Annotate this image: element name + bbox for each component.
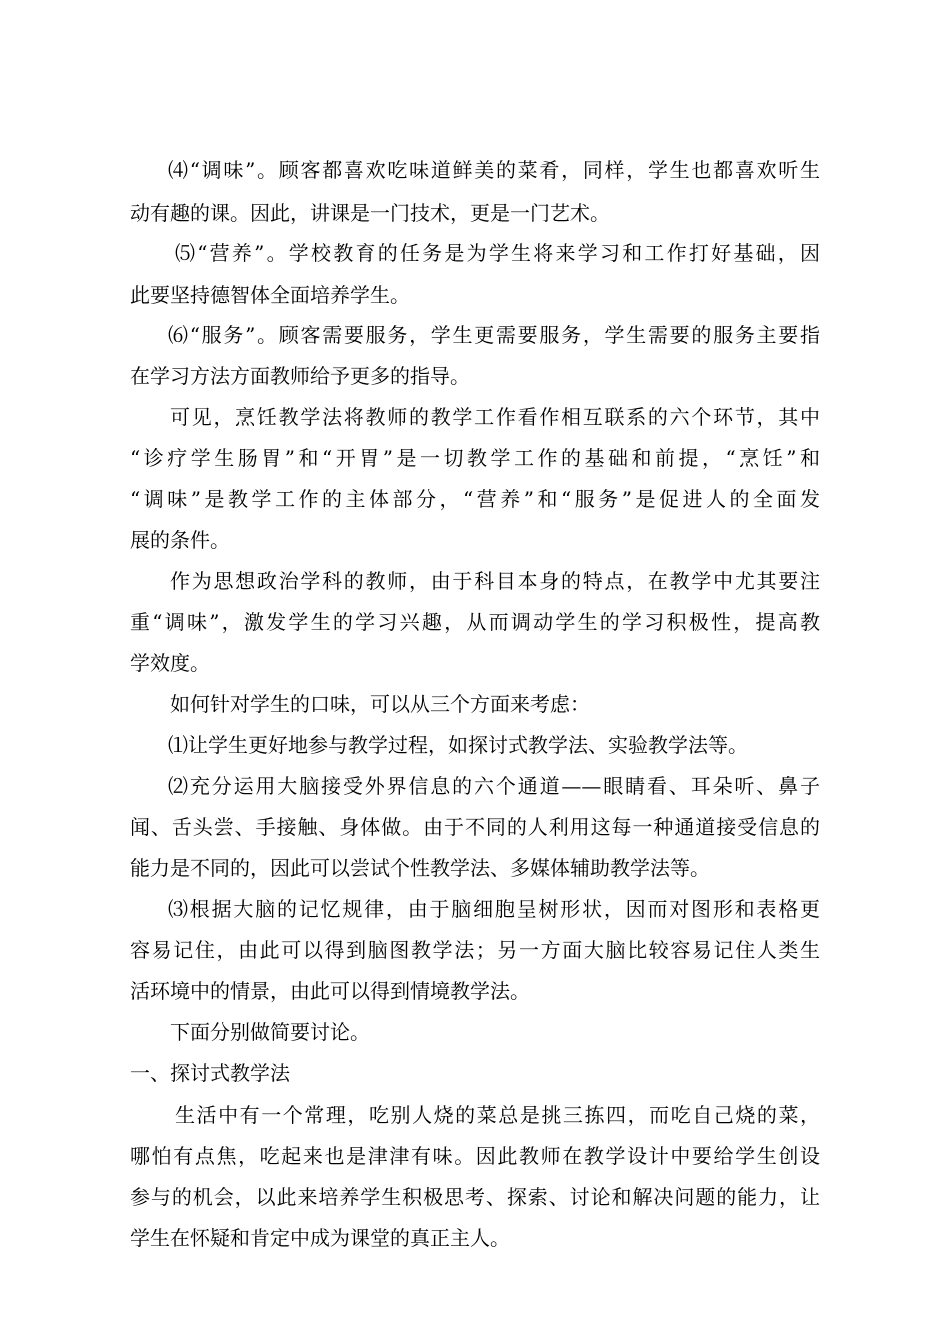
paragraph-line: 参与的机会，以此来培养学生积极思考、探索、讨论和解决问题的能力，让 bbox=[130, 1185, 820, 1209]
paragraph-line: 如何针对学生的口味，可以从三个方面来考虑： bbox=[170, 692, 590, 716]
paragraph-line: 闻、舌头尝、手接触、身体做。由于不同的人利用这每一种通道接受信息的 bbox=[130, 815, 820, 839]
paragraph-line: “调味”是教学工作的主体部分，“营养”和“服务”是促进人的全面发 bbox=[130, 487, 820, 511]
paragraph-line: ⑶根据大脑的记忆规律，由于脑细胞呈树形状，因而对图形和表格更 bbox=[168, 897, 820, 921]
paragraph-line: 重“调味”，激发学生的学习兴趣，从而调动学生的学习积极性，提高教 bbox=[130, 610, 820, 634]
paragraph-line: ⑴让学生更好地参与教学过程，如探讨式教学法、实验教学法等。 bbox=[168, 733, 748, 757]
paragraph-line: 下面分别做简要讨论。 bbox=[170, 1020, 370, 1044]
paragraph-line: 活环境中的情景，由此可以得到情境教学法。 bbox=[130, 979, 530, 1003]
paragraph-line: 此要坚持德智体全面培养学生。 bbox=[130, 283, 410, 307]
paragraph-line: ⑵充分运用大脑接受外界信息的六个通道——眼睛看、耳朵听、鼻子 bbox=[168, 774, 820, 798]
paragraph-line: 能力是不同的，因此可以尝试个性教学法、多媒体辅助教学法等。 bbox=[130, 856, 710, 880]
paragraph-line: 展的条件。 bbox=[130, 528, 230, 552]
section-heading: 一、探讨式教学法 bbox=[130, 1061, 290, 1085]
paragraph-line: 容易记住，由此可以得到脑图教学法；另一方面大脑比较容易记住人类生 bbox=[130, 938, 820, 962]
paragraph-line: ⑸“营养”。学校教育的任务是为学生将来学习和工作打好基础，因 bbox=[175, 241, 820, 265]
paragraph-line: 哪怕有点焦，吃起来也是津津有味。因此教师在教学设计中要给学生创设 bbox=[130, 1144, 820, 1168]
paragraph-line: “诊疗学生肠胃”和“开胃”是一切教学工作的基础和前提，“烹饪”和 bbox=[130, 446, 820, 470]
paragraph-line: 学生在怀疑和肯定中成为课堂的真正主人。 bbox=[130, 1226, 510, 1250]
paragraph-line: 在学习方法方面教师给予更多的指导。 bbox=[130, 364, 470, 388]
paragraph-line: ⑹“服务”。顾客需要服务，学生更需要服务，学生需要的服务主要指 bbox=[168, 323, 820, 347]
paragraph-line: 生活中有一个常理，吃别人烧的菜总是挑三拣四，而吃自己烧的菜， bbox=[175, 1103, 820, 1127]
paragraph-line: 作为思想政治学科的教师，由于科目本身的特点，在教学中尤其要注 bbox=[170, 569, 820, 593]
paragraph-line: 可见，烹饪教学法将教师的教学工作看作相互联系的六个环节，其中 bbox=[170, 405, 820, 429]
paragraph-line: 学效度。 bbox=[130, 651, 210, 675]
paragraph-line: 动有趣的课。因此，讲课是一门技术，更是一门艺术。 bbox=[130, 201, 610, 225]
paragraph-line: ⑷“调味”。顾客都喜欢吃味道鲜美的菜肴，同样，学生也都喜欢听生 bbox=[168, 158, 820, 182]
